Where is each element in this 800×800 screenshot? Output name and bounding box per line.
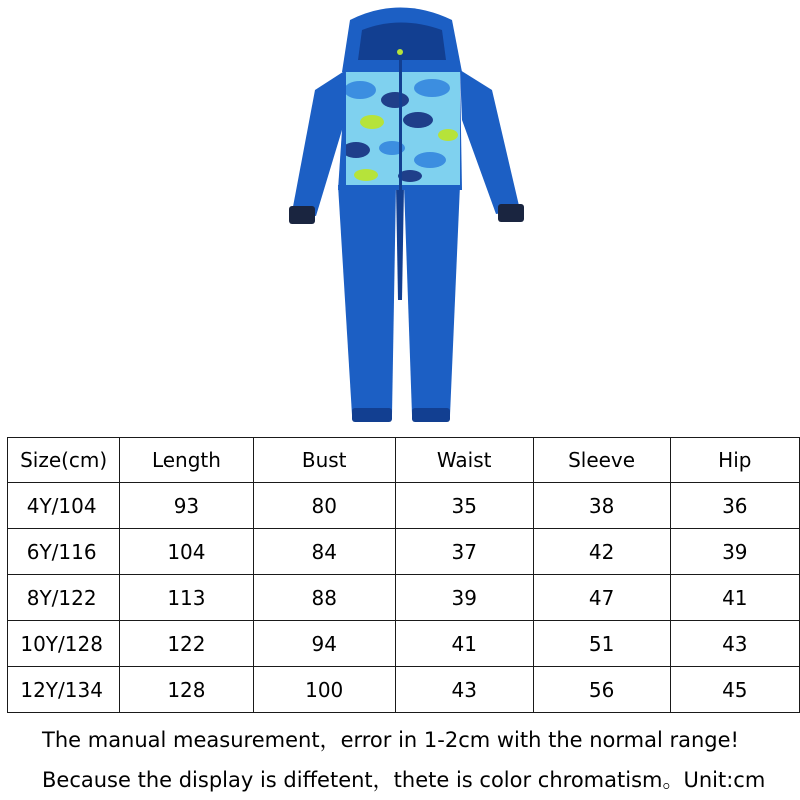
table-cell	[253, 575, 395, 621]
table-cell	[395, 483, 533, 529]
cell-value: 113	[167, 585, 206, 610]
table-header-cell	[395, 438, 533, 483]
header-label: Sleeve	[568, 448, 636, 472]
cell-value: 8Y/122	[26, 585, 97, 610]
table-row	[8, 575, 800, 621]
cell-value: 6Y/116	[26, 539, 97, 564]
table-cell	[670, 529, 799, 575]
table-cell	[8, 575, 120, 621]
cell-value: 39	[451, 585, 477, 610]
table-header-cell	[253, 438, 395, 483]
cell-value: 35	[451, 493, 477, 518]
table-cell	[8, 667, 120, 713]
table-header-cell	[533, 438, 670, 483]
cell-value: 128	[167, 677, 206, 702]
cell-value: 10Y/128	[20, 631, 103, 656]
cell-value: 100	[305, 677, 344, 702]
table-cell	[120, 667, 253, 713]
cell-value: 93	[173, 493, 200, 518]
cell-value: 43	[722, 631, 748, 656]
table-cell	[8, 483, 120, 529]
table-row	[8, 529, 800, 575]
cell-value: 122	[167, 631, 206, 656]
table-cell	[8, 529, 120, 575]
cell-value: 84	[311, 539, 337, 564]
table-cell	[253, 667, 395, 713]
table-row	[8, 667, 800, 713]
table-cell	[670, 621, 799, 667]
table-header-cell	[8, 438, 120, 483]
table-cell	[120, 575, 253, 621]
table-cell	[533, 483, 670, 529]
cell-value: 42	[588, 539, 615, 564]
cell-value: 37	[451, 539, 477, 564]
table-cell	[395, 621, 533, 667]
cell-value: 39	[722, 539, 748, 564]
table-cell	[253, 483, 395, 529]
table-cell	[533, 667, 670, 713]
cell-value: 12Y/134	[20, 677, 103, 702]
cell-value: 94	[311, 631, 337, 656]
table-header-row	[8, 438, 800, 483]
table-header-cell	[670, 438, 799, 483]
table-cell	[395, 667, 533, 713]
header-label: Length	[151, 448, 221, 472]
table-row	[8, 621, 800, 667]
cell-value: 41	[722, 585, 748, 610]
table-cell	[120, 529, 253, 575]
color-unit-note: Because the display is diffetent，thete is color chromatism。Unit:cm	[42, 768, 766, 792]
table-cell	[395, 575, 533, 621]
table-row	[8, 483, 800, 529]
table-cell	[533, 621, 670, 667]
table-cell	[670, 575, 799, 621]
table-cell	[120, 621, 253, 667]
cell-value: 88	[311, 585, 337, 610]
table-cell	[8, 621, 120, 667]
cell-value: 43	[451, 677, 477, 702]
table-cell	[670, 483, 799, 529]
table-cell	[533, 529, 670, 575]
size-chart-table	[7, 437, 800, 713]
cell-value: 41	[451, 631, 477, 656]
table-cell	[670, 667, 799, 713]
header-label: Size(cm)	[20, 448, 108, 472]
header-label: Waist	[436, 448, 492, 472]
table-cell	[253, 529, 395, 575]
cell-value: 36	[722, 493, 748, 518]
table-cell	[533, 575, 670, 621]
cell-value: 56	[588, 677, 615, 702]
cell-value: 104	[167, 539, 206, 564]
cell-value: 51	[588, 631, 615, 656]
measurement-note: The manual measurement，error in 1-2cm with the normal range!	[42, 728, 739, 752]
table-cell	[120, 483, 253, 529]
cell-value: 45	[722, 677, 748, 702]
header-label: Hip	[718, 448, 752, 472]
table-cell	[395, 529, 533, 575]
table-cell	[253, 621, 395, 667]
header-label: Bust	[301, 448, 347, 472]
cell-value: 38	[588, 493, 615, 518]
cell-value: 80	[311, 493, 337, 518]
cell-value: 47	[588, 585, 615, 610]
table-header-cell	[120, 438, 253, 483]
cell-value: 4Y/104	[26, 493, 97, 518]
